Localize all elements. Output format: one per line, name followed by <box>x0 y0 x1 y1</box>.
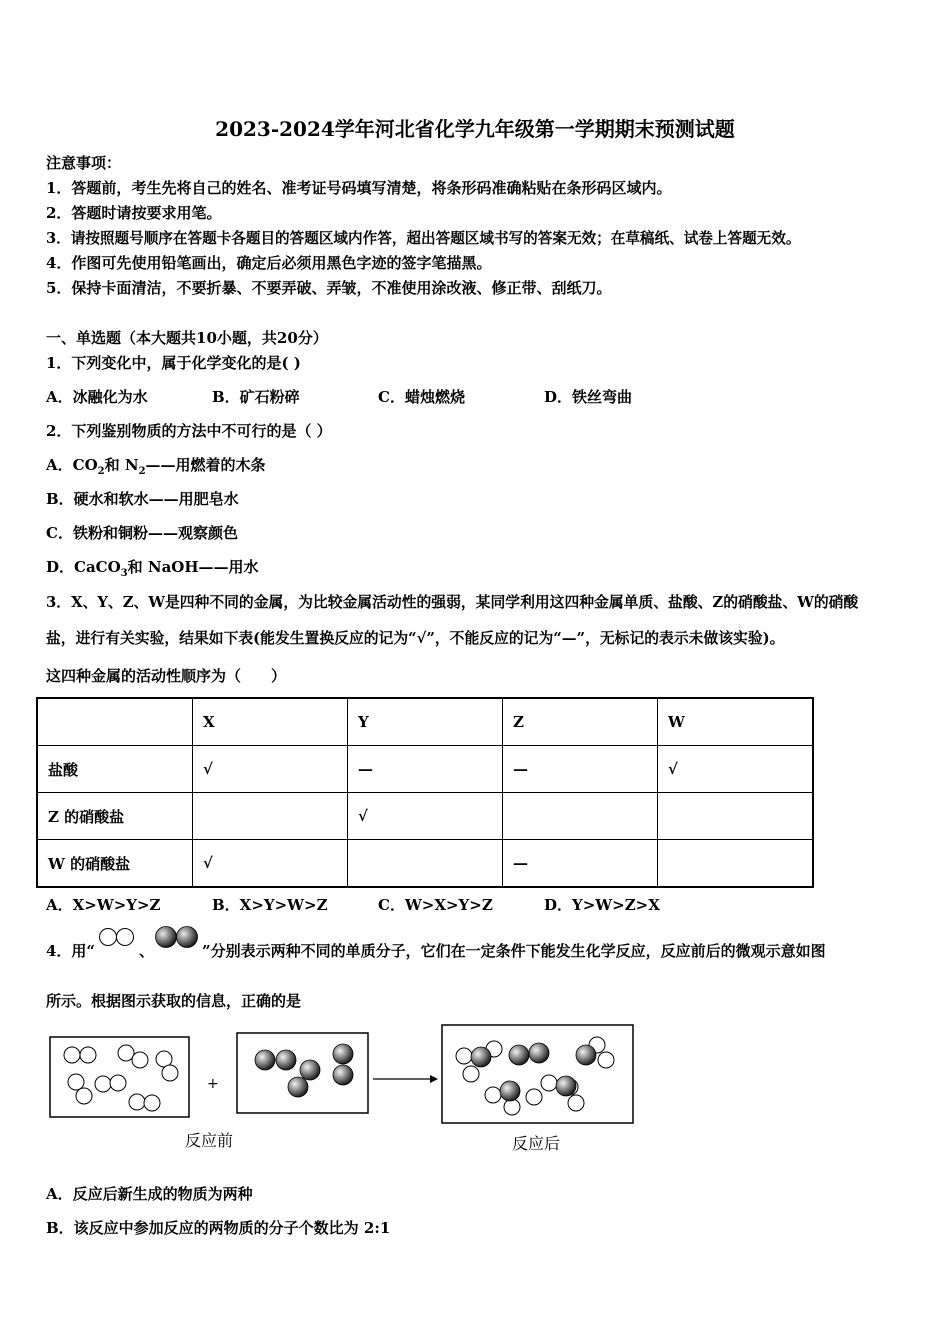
table-row <box>37 840 813 888</box>
caption-before: 反应前 <box>185 1131 234 1150</box>
q2-option-a-mid: 和 N <box>104 456 139 474</box>
table-cell <box>348 840 503 888</box>
gray-molecule-icon <box>153 924 203 950</box>
notice-item: 3．请按照题号顺序在答题卡各题目的答题区域内作答，超出答题区域书写的答案无效；在草稿纸、试卷上答题无效。 <box>46 230 801 247</box>
subscript: 2 <box>97 466 105 477</box>
table-header-row <box>37 698 813 746</box>
q4-stem-rest: ”分别表示两种不同的单质分子，它们在一定条件下能发生化学反应，反应前后的微观示意如图 <box>202 942 826 960</box>
q2-option-a-prefix: A．CO <box>46 456 98 474</box>
q2-option-a <box>46 454 266 477</box>
table-row <box>37 746 813 793</box>
q3-stem-line2: 盐，进行有关实验，结果如下表(能发生置换反应的记为“√”，不能反应的记为“—”，无标记的表示未做该实验)。 <box>46 630 785 647</box>
table-cell: — <box>503 746 658 793</box>
q4-stem-sep: 、 <box>139 942 155 960</box>
q3-option-d: D．Y>W>Z>X <box>544 896 660 914</box>
table-cell: X <box>193 698 348 746</box>
table-cell: W <box>658 698 814 746</box>
q3-stem-line3: 这四种金属的活动性顺序为（ ） <box>46 667 287 685</box>
q1-option-c: C．蜡烛燃烧 <box>378 388 465 406</box>
table-cell: — <box>503 840 658 888</box>
notice-item: 5．保持卡面清洁，不要折暴、不要弄破、弄皱，不准使用涂改液、修正带、刮纸刀。 <box>46 279 612 297</box>
section-heading: 一、单选题（本大题共10小题，共20分） <box>46 329 328 347</box>
q4-option-b: B．该反应中参加反应的两物质的分子个数比为 2:1 <box>46 1219 391 1237</box>
q3-option-b: B．X>Y>W>Z <box>212 896 328 914</box>
table-cell <box>37 698 193 746</box>
table-cell: — <box>348 746 503 793</box>
table-cell: Y <box>348 698 503 746</box>
arrow-head-icon <box>430 1075 438 1083</box>
table-cell: W 的硝酸盐 <box>37 840 193 888</box>
q2-stem: 2．下列鉴别物质的方法中不可行的是（ ） <box>46 422 332 440</box>
table-cell <box>658 840 814 888</box>
q3-option-c: C．W>X>Y>Z <box>378 896 493 914</box>
notice-item: 1．答题前，考生先将自己的姓名、准考证号码填写清楚，将条形码准确粘贴在条形码区域内。 <box>46 179 672 197</box>
q2-option-c: C．铁粉和铜粉——观察颜色 <box>46 524 238 542</box>
notice-item: 2．答题时请按要求用笔。 <box>46 204 222 222</box>
table-cell <box>658 793 814 840</box>
q1-option-d: D．铁丝弯曲 <box>544 388 633 406</box>
table-cell <box>503 793 658 840</box>
notice-item: 4．作图可先使用铅笔画出，确定后必须用黑色字迹的签字笔描黑。 <box>46 254 492 272</box>
q3-stem-line1: 3．X、Y、Z、W是四种不同的金属，为比较金属活动性的强弱，某同学利用这四种金属单质、盐酸、Z的硝酸盐、W的硝酸 <box>46 594 859 611</box>
table-cell: √ <box>193 840 348 888</box>
q1-option-a: A．冰融化为水 <box>46 388 148 406</box>
q3-table <box>36 697 814 888</box>
table-cell: √ <box>348 793 503 840</box>
table-cell: Z 的硝酸盐 <box>37 793 193 840</box>
q4-option-a: A．反应后新生成的物质为两种 <box>46 1185 253 1203</box>
q2-option-b: B．硬水和软水——用肥皂水 <box>46 490 239 508</box>
subscript: 3 <box>120 568 128 579</box>
reaction-diagram <box>40 1015 650 1160</box>
table-cell: 盐酸 <box>37 746 193 793</box>
q2-option-d-prefix: D．CaCO <box>46 558 121 576</box>
q4-stem-line2: 所示。根据图示获取的信息，正确的是 <box>46 992 302 1010</box>
table-row <box>37 793 813 840</box>
page-title: 2023-2024学年河北省化学九年级第一学期期末预测试题 <box>215 117 735 141</box>
table-cell: √ <box>193 746 348 793</box>
table-cell: Z <box>503 698 658 746</box>
subscript: 2 <box>138 466 146 477</box>
q2-option-d-suffix: 和 NaOH——用水 <box>127 558 259 576</box>
table-cell <box>193 793 348 840</box>
q3-option-a: A．X>W>Y>Z <box>46 896 161 914</box>
q4-stem-prefix: 4．用“ <box>46 942 96 960</box>
plus-sign: + <box>207 1076 219 1092</box>
q2-option-a-suffix: ——用燃着的木条 <box>145 456 266 474</box>
q1-option-b: B．矿石粉碎 <box>212 388 300 406</box>
q1-stem: 1．下列变化中，属于化学变化的是( ) <box>46 354 301 372</box>
table-cell: √ <box>658 746 814 793</box>
notice-heading: 注意事项： <box>46 154 122 172</box>
white-molecule-icon <box>96 926 140 948</box>
caption-after: 反应后 <box>512 1134 561 1153</box>
q2-option-d <box>46 556 259 579</box>
